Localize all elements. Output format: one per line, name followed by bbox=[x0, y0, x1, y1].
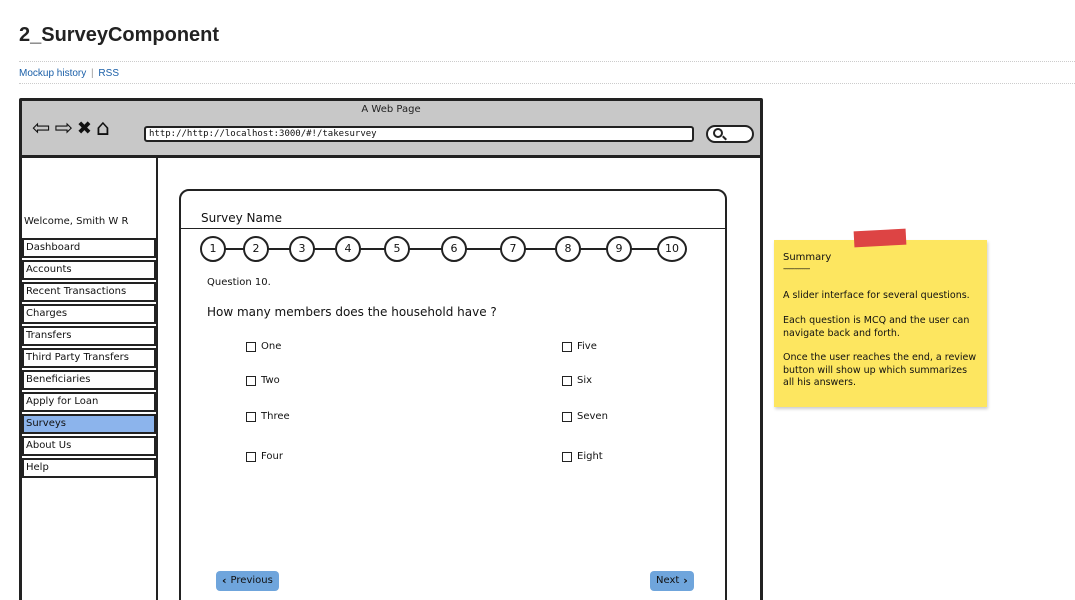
option-four[interactable] bbox=[246, 451, 283, 462]
browser-window-title: A Web Page bbox=[361, 104, 421, 115]
next-label: Next bbox=[656, 575, 680, 586]
forward-arrow-icon[interactable]: ⇨ bbox=[54, 116, 73, 141]
checkbox[interactable] bbox=[246, 342, 256, 352]
sidebar-item-surveys[interactable]: Surveys bbox=[22, 414, 156, 434]
note-paragraph: A slider interface for several questions. bbox=[783, 290, 970, 301]
sidebar-item-recent-transactions[interactable]: Recent Transactions bbox=[22, 282, 156, 302]
question-label: Question 10. bbox=[207, 277, 271, 288]
option-two[interactable] bbox=[246, 375, 280, 386]
search-icon bbox=[713, 128, 723, 138]
sidebar-item-accounts[interactable]: Accounts bbox=[22, 260, 156, 280]
welcome-text: Welcome, Smith W R bbox=[24, 216, 129, 227]
survey-panel bbox=[179, 189, 727, 600]
step-8[interactable]: 8 bbox=[555, 236, 581, 262]
note-paragraph: Each question is MCQ and the user can navigate back and forth. bbox=[783, 315, 970, 339]
question-text: How many members does the household have ? bbox=[207, 305, 497, 319]
note-tape bbox=[854, 229, 907, 248]
option-seven[interactable] bbox=[562, 411, 608, 422]
sidebar-item-dashboard[interactable]: Dashboard bbox=[22, 238, 156, 258]
note-underline: -------------- bbox=[783, 264, 810, 273]
option-label: One bbox=[261, 341, 282, 352]
checkbox[interactable] bbox=[246, 452, 256, 462]
checkbox[interactable] bbox=[562, 342, 572, 352]
sidebar-item-transfers[interactable]: Transfers bbox=[22, 326, 156, 346]
option-label: Six bbox=[577, 375, 593, 386]
browser-nav bbox=[32, 118, 110, 140]
step-4[interactable]: 4 bbox=[335, 236, 361, 262]
sidebar-item-apply-for-loan[interactable]: Apply for Loan bbox=[22, 392, 156, 412]
note-title: Summary bbox=[783, 252, 832, 263]
link-separator: | bbox=[91, 68, 94, 79]
browser-mockup bbox=[19, 98, 763, 600]
close-icon[interactable]: ✖ bbox=[76, 118, 92, 139]
sidebar-item-charges[interactable]: Charges bbox=[22, 304, 156, 324]
option-six[interactable] bbox=[562, 375, 592, 386]
option-label: Five bbox=[577, 341, 597, 352]
home-icon[interactable]: ⌂ bbox=[95, 116, 110, 141]
chevron-left-icon: ‹ bbox=[222, 574, 227, 587]
step-9[interactable]: 9 bbox=[606, 236, 632, 262]
checkbox[interactable] bbox=[246, 376, 256, 386]
step-5[interactable]: 5 bbox=[384, 236, 410, 262]
option-three[interactable] bbox=[246, 411, 290, 422]
next-button[interactable] bbox=[650, 571, 694, 591]
option-label: Three bbox=[261, 411, 290, 422]
page-links bbox=[19, 68, 119, 79]
option-label: Seven bbox=[577, 411, 608, 422]
page-title: 2_SurveyComponent bbox=[19, 24, 220, 46]
sidebar-item-help[interactable]: Help bbox=[22, 458, 156, 478]
checkbox[interactable] bbox=[562, 452, 572, 462]
back-arrow-icon[interactable]: ⇦ bbox=[32, 116, 51, 141]
option-label: Two bbox=[261, 375, 280, 386]
previous-button[interactable] bbox=[216, 571, 279, 591]
sidebar-item-beneficiaries[interactable]: Beneficiaries bbox=[22, 370, 156, 390]
divider bbox=[181, 228, 725, 229]
option-one[interactable] bbox=[246, 341, 281, 352]
chevron-right-icon: › bbox=[683, 574, 688, 587]
sidebar-item-third-party-transfers[interactable]: Third Party Transfers bbox=[22, 348, 156, 368]
step-10[interactable]: 10 bbox=[657, 236, 687, 262]
checkbox[interactable] bbox=[246, 412, 256, 422]
divider bbox=[19, 61, 1075, 62]
step-1[interactable]: 1 bbox=[200, 236, 226, 262]
step-7[interactable]: 7 bbox=[500, 236, 526, 262]
option-eight[interactable] bbox=[562, 451, 603, 462]
option-five[interactable] bbox=[562, 341, 597, 352]
divider bbox=[19, 83, 1075, 84]
browser-chrome bbox=[22, 101, 760, 158]
sidebar-item-about-us[interactable]: About Us bbox=[22, 436, 156, 456]
rss-link[interactable]: RSS bbox=[98, 68, 119, 79]
step-6[interactable]: 6 bbox=[441, 236, 467, 262]
browser-search[interactable] bbox=[706, 125, 754, 143]
previous-label: Previous bbox=[230, 575, 273, 586]
option-label: Four bbox=[261, 451, 283, 462]
option-label: Eight bbox=[577, 451, 603, 462]
sticky-note bbox=[774, 240, 987, 407]
checkbox[interactable] bbox=[562, 412, 572, 422]
mockup-history-link[interactable]: Mockup history bbox=[19, 68, 87, 79]
checkbox[interactable] bbox=[562, 376, 572, 386]
step-3[interactable]: 3 bbox=[289, 236, 315, 262]
note-paragraph: Once the user reaches the end, a review button will show up which summarizes all his answers. bbox=[783, 352, 977, 388]
sidebar bbox=[22, 158, 158, 600]
sidebar-menu bbox=[22, 238, 156, 480]
step-2[interactable]: 2 bbox=[243, 236, 269, 262]
survey-name: Survey Name bbox=[201, 211, 282, 225]
url-bar[interactable]: http://http://localhost:3000/#!/takesurvey bbox=[144, 126, 694, 142]
